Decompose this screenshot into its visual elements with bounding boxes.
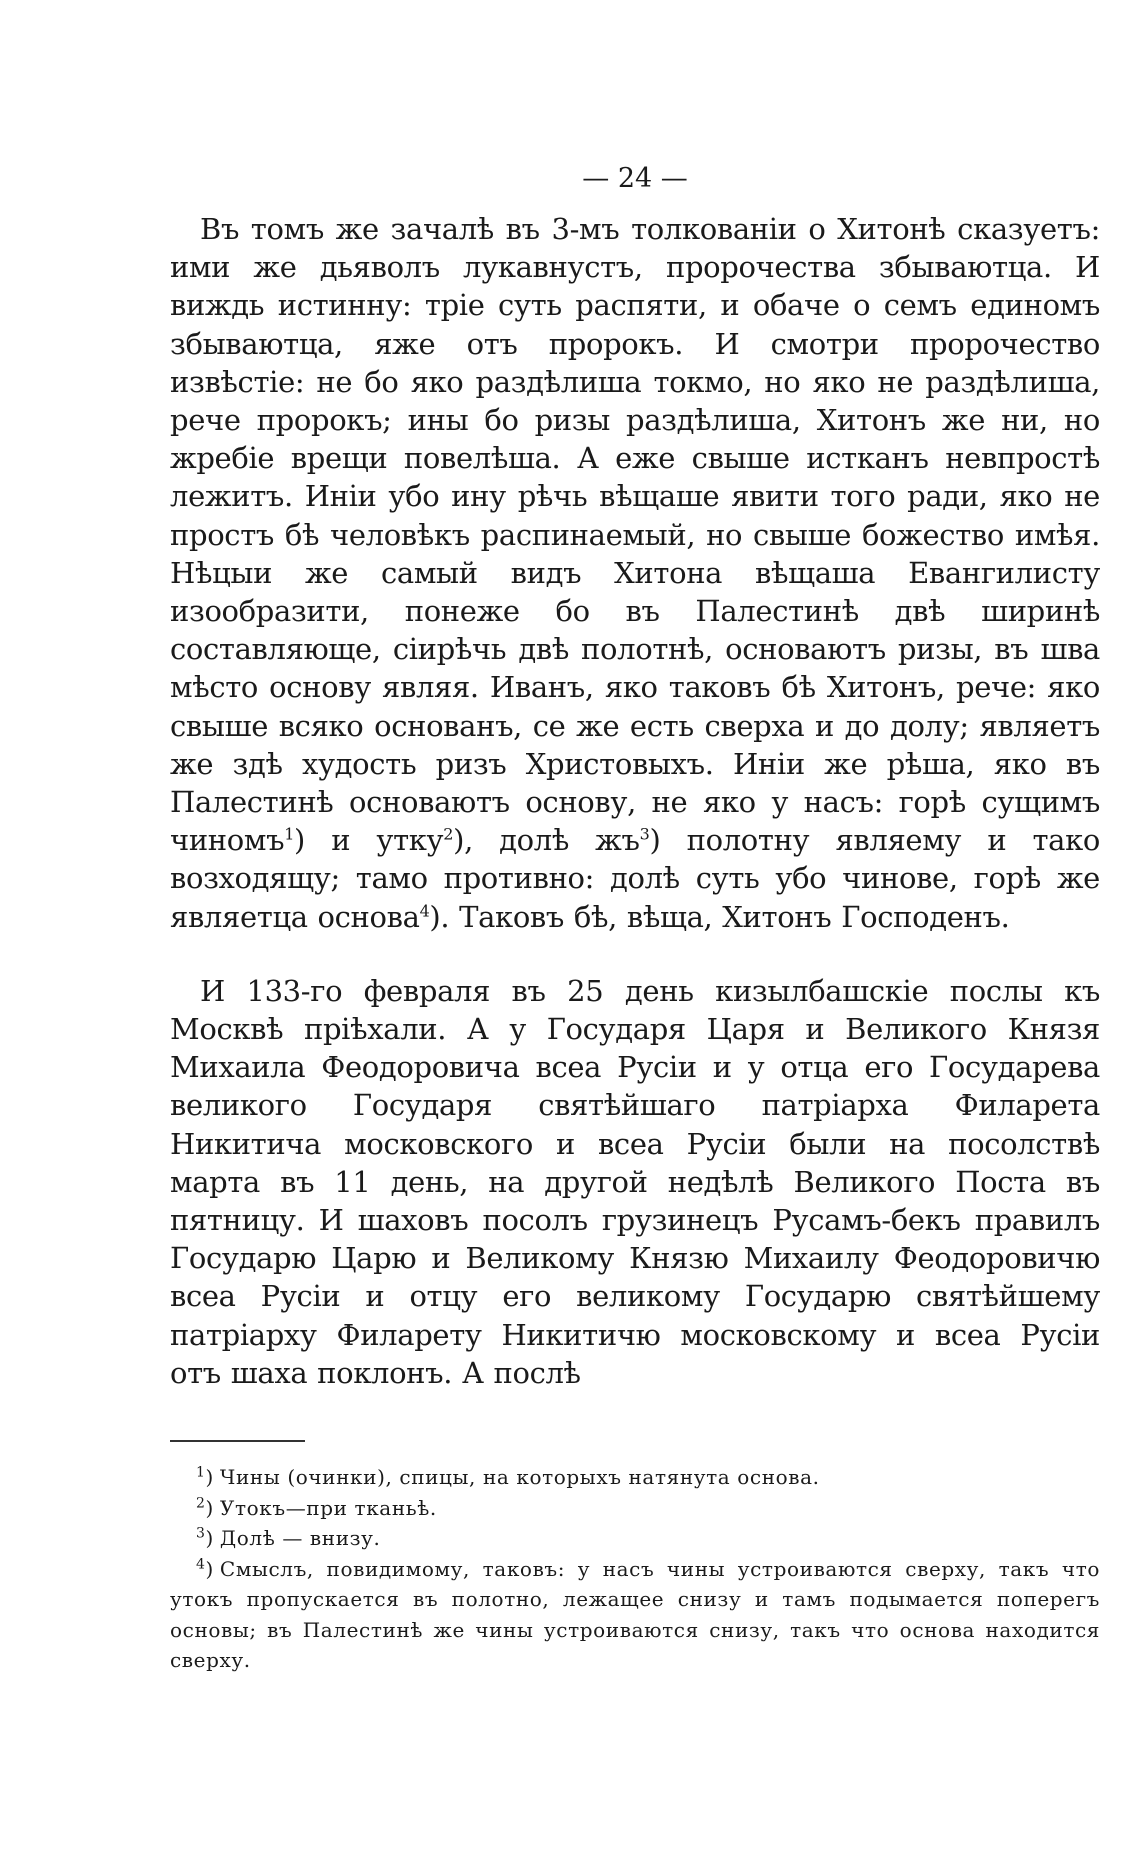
paragraph-1-text-c: ), долѣ жъ xyxy=(453,823,640,858)
footnote-4: $^4$) Смыслъ, повидимому, таковъ: у насъ чины устроиваются сверху, такъ что утокъ пропускается въ полотно, лежащее снизу и тамъ подымается поперегъ основы; въ Палестинѣ же чины устроиваются снизу, такъ что основа находится сверху. xyxy=(170,1555,1100,1673)
paragraph-1-text-d: ) полотну являему и тако возходящу; тамо противно: долѣ суть убо чинове, горѣ же являетца основа xyxy=(170,823,1101,934)
footnote-ref-1: 1 xyxy=(284,824,295,844)
footnote-mark: 2 xyxy=(196,1494,206,1511)
paragraph-1-text-a: Въ томъ же зачалѣ въ 3-мъ толкованіи о Хитонѣ сказуетъ: ими же дьяволъ лукавнустъ, пророчества збываютца. И виждь истинну: тріе суть распяти, и обаче о семъ единомъ збываютца, яже отъ пророкъ. И смотри пророчество извѣстіе: не бо яко раздѣлиша токмо, но яко не раздѣлиша, рече пророкъ; ины бо ризы раздѣлиша, Хитонъ же ни, но жребіе врещи повелѣша. А еже свыше истканъ невпростѣ лежитъ. Иніи убо ину рѣчь вѣщаше явити того ради, яко не простъ бѣ человѣкъ распинаемый, но свыше божество имѣя. Нѣцыи же самый видъ Хитона вѣщаша Евангилисту изообразити, понеже бо въ Палестинѣ двѣ ширинѣ составляюще, сіирѣчь двѣ полотнѣ, основаютъ ризы, въ шва мѣсто основу являя. Иванъ, яко таковъ бѣ Хитонъ, рече: яко свыше всяко основанъ, се же есть сверха и до долу; являетъ же здѣ худость ризъ Христовыхъ. Иніи же рѣша, яко въ Палестинѣ основаютъ основу, не яко у насъ: горѣ сущимъ чиномъ xyxy=(170,212,1100,858)
paragraph-1 xyxy=(170,210,1100,936)
paragraph-1-text-b: ) и утку xyxy=(294,823,444,858)
footnote-text: Смыслъ, повидимому, таковъ: у насъ чины устроиваются сверху, такъ что утокъ пропускается въ полотно, лежащее снизу и тамъ подымается поперегъ основы; въ Палестинѣ же чины устроиваются снизу, такъ что основа находится сверху. xyxy=(170,1556,1100,1673)
footnote-ref-2: 2 xyxy=(443,824,454,844)
footnotes xyxy=(170,1462,1100,1676)
footnote-3: $^3$) Долѣ — внизу. xyxy=(196,1525,381,1551)
footnote-1: $^1$) Чины (очинки), спицы, на которыхъ натянута основа. xyxy=(196,1464,820,1490)
paragraph-1-text-e: ). Таковъ бѣ, вѣща, Хитонъ Господенъ. xyxy=(429,899,1010,934)
footnote-text: Чины (очинки), спицы, на которыхъ натянута основа. xyxy=(219,1465,820,1490)
footnote-divider xyxy=(170,1440,305,1442)
footnote-2: $^2$) Утокъ—при тканьѣ. xyxy=(196,1494,437,1520)
footnote-mark: 4 xyxy=(196,1555,206,1572)
paragraph-2: И 133-го февраля въ 25 день кизылбашскіе послы къ Москвѣ пріѣхали. А у Государя Царя и Великого Князя Михаила Феодоровича всеа Русіи и у отца его Государева великого Государя святѣйшаго патріарха Филарета Никитича московского и всеа Русіи были на посолствѣ марта въ 11 день, на другой недѣлѣ Великого Поста въ пятницу. И шаховъ посолъ грузинецъ Русамъ-бекъ правилъ Государю Царю и Великому Князю Михаилу Феодоровичю всеа Русіи и отцу его великому Государю святѣйшему патріарху Филарету Никитичю московскому и всеа Русіи отъ шаха поклонъ. А послѣ xyxy=(170,973,1100,1390)
page xyxy=(170,160,1100,1676)
footnote-ref-4: 4 xyxy=(419,901,430,920)
page-number: — 24 — xyxy=(582,163,688,194)
footnote-ref-3: 3 xyxy=(639,824,650,844)
footnote-mark: 3 xyxy=(196,1525,206,1542)
footnote-text: Долѣ — внизу. xyxy=(219,1526,381,1551)
footnote-text: Утокъ—при тканьѣ. xyxy=(219,1495,437,1520)
footnote-mark: 1 xyxy=(196,1464,206,1481)
